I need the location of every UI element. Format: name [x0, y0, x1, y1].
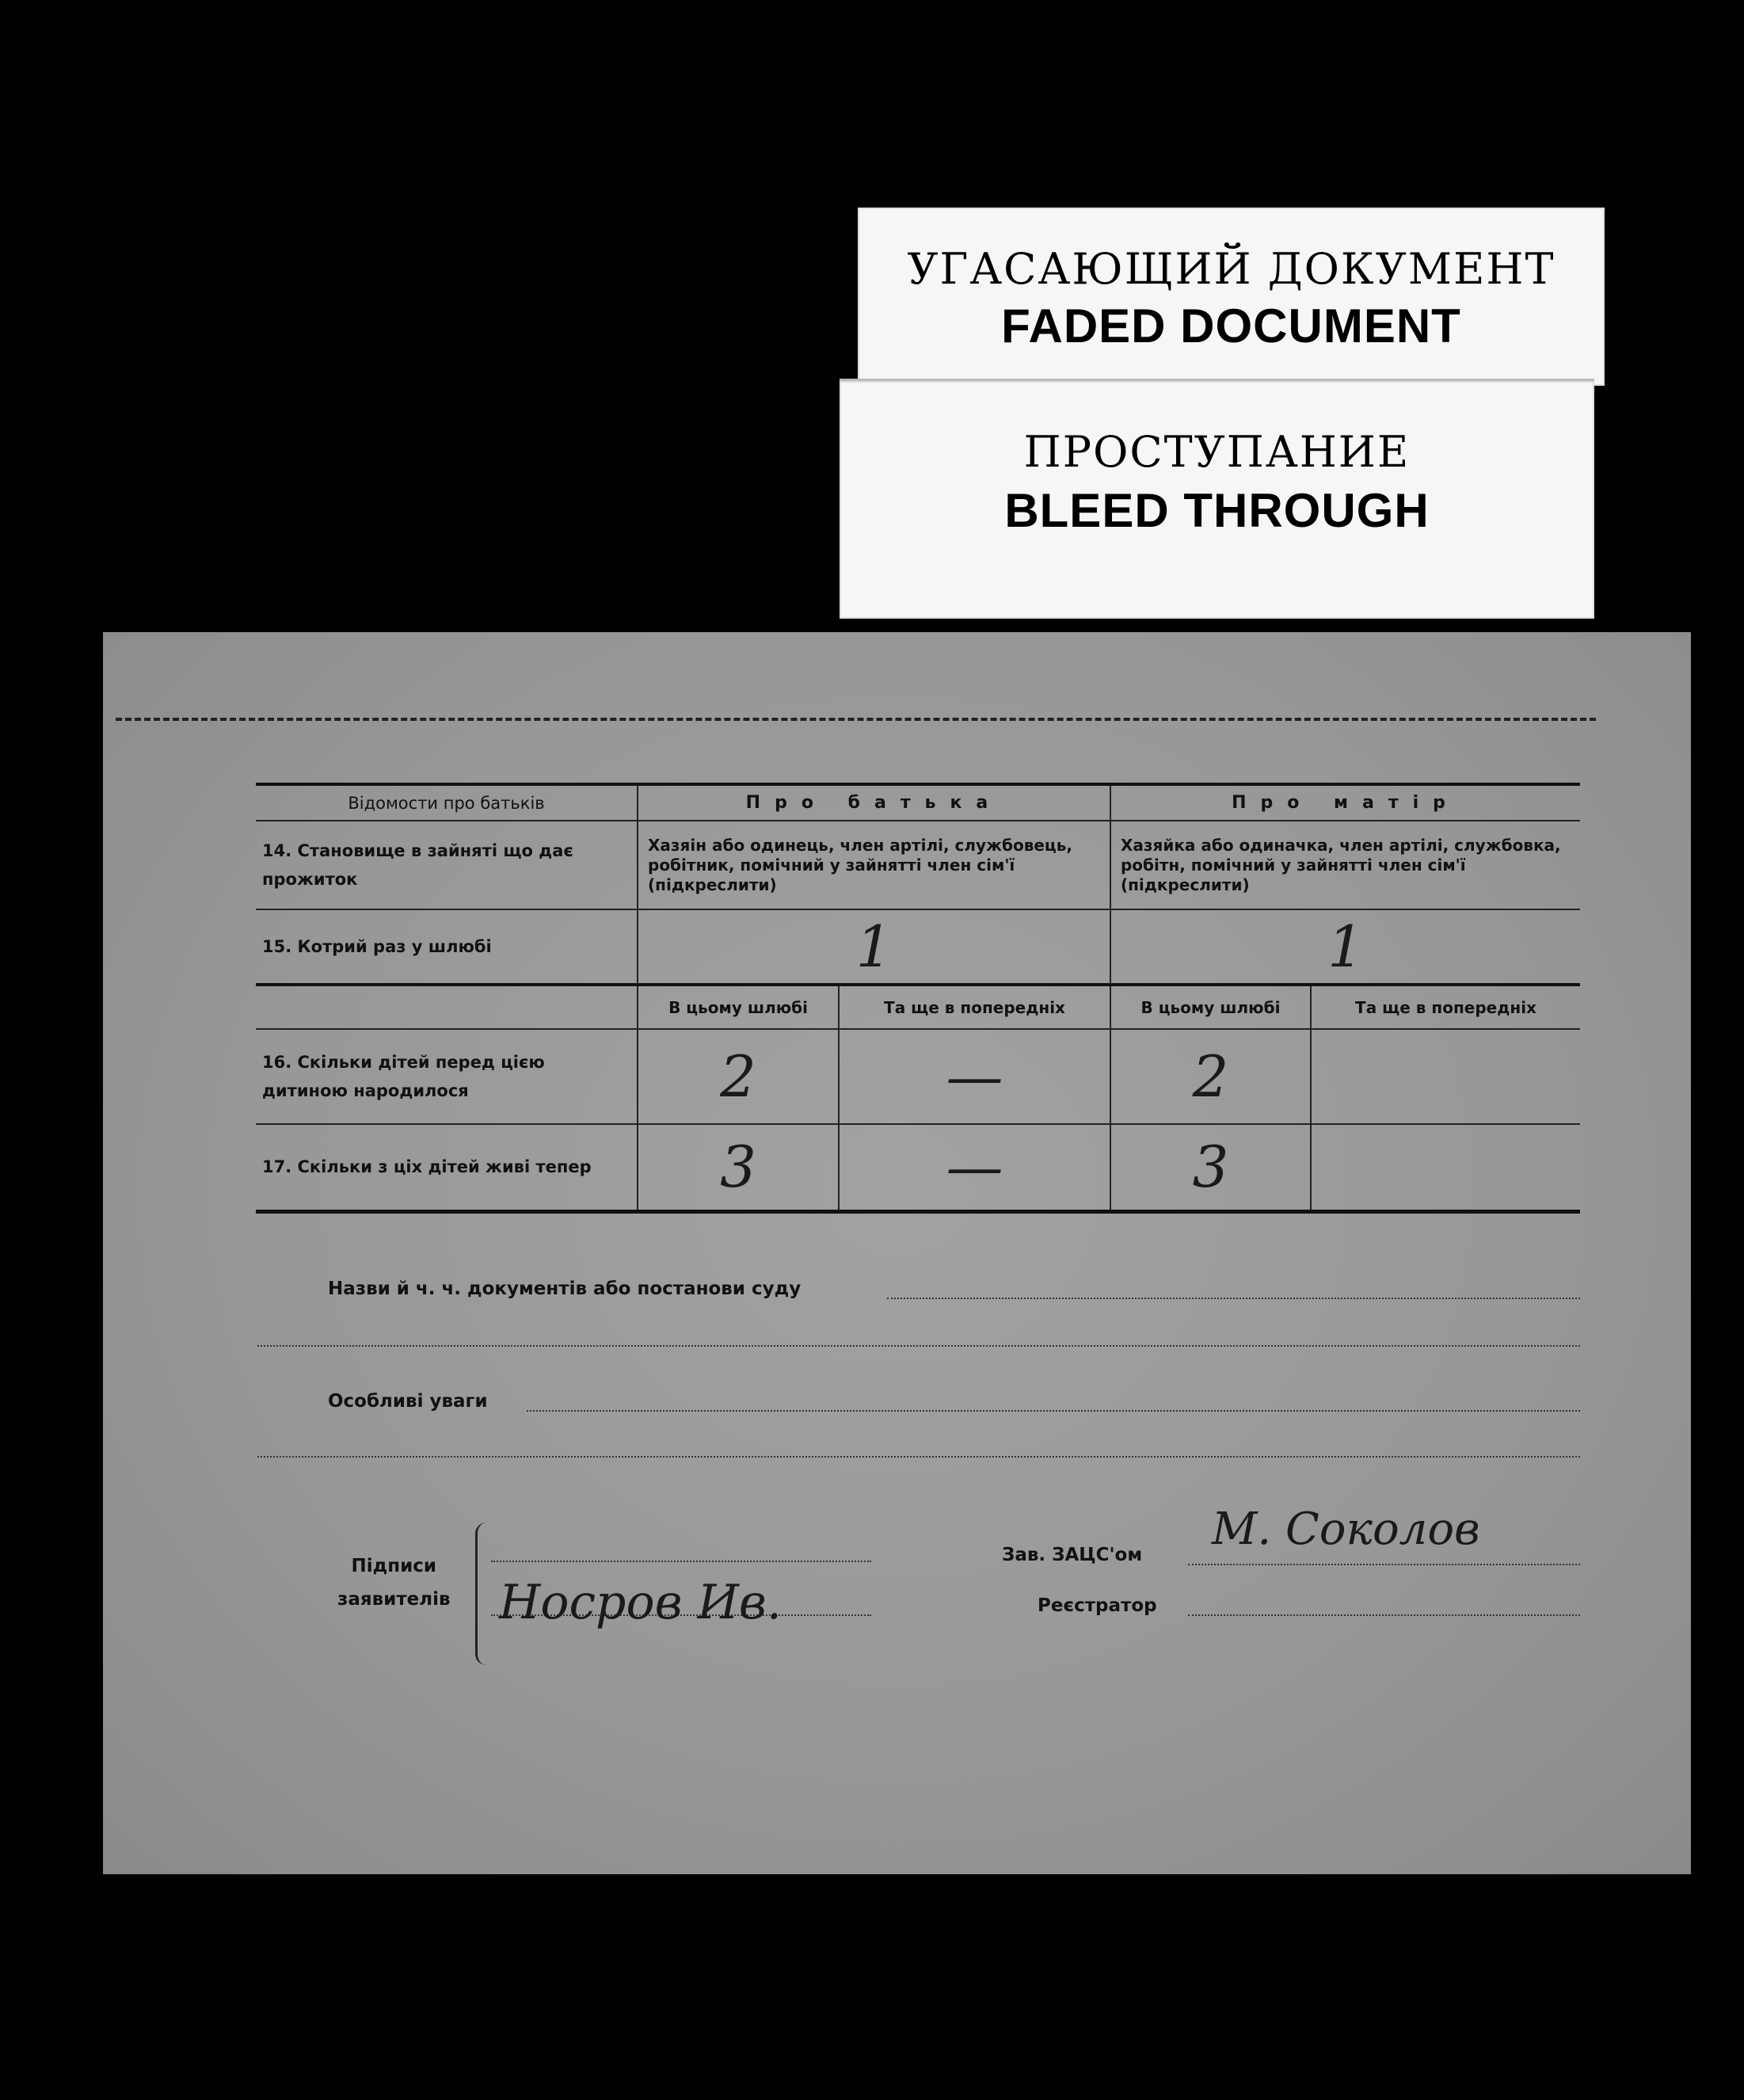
q15-mother-answer: 1: [1110, 909, 1580, 985]
signatures-label: [337, 1549, 451, 1616]
faded-label-russian: УГАСАЮЩИЙ ДОКУМЕНТ: [907, 244, 1556, 294]
q16-mother-this: 2: [1110, 1029, 1311, 1124]
signatures-label-line-2: заявителів: [337, 1589, 451, 1610]
signatures-brace: [475, 1523, 492, 1665]
faded-label-english: FADED DOCUMENT: [1001, 299, 1461, 353]
question-14: 14. Становище в зайняті що дає прожиток: [256, 821, 638, 909]
perforation-line: [116, 718, 1596, 721]
bleed-through-label: [840, 379, 1594, 619]
bleed-label-russian: ПРОСТУПАНИЕ: [1023, 427, 1411, 477]
q17-mother-prev: [1311, 1124, 1580, 1211]
signature-line-1: [491, 1561, 871, 1562]
header-parents-info: Відомости про батьків: [256, 784, 638, 821]
q16-father-prev: —: [839, 1029, 1110, 1124]
remarks-line-2: [257, 1456, 1580, 1458]
subheader-father-this: В цьому шлюбі: [638, 985, 839, 1029]
header-father: Про батька: [638, 784, 1110, 821]
q17-father-prev: —: [839, 1124, 1110, 1211]
documents-line-2: [257, 1345, 1580, 1347]
header-mother: Про матір: [1110, 784, 1580, 821]
applicant-signature: Носров Ив.: [499, 1575, 782, 1630]
q16-mother-prev: [1311, 1029, 1580, 1124]
subheader-mother-this: В цьому шлюбі: [1110, 985, 1311, 1029]
registrar-label: Реєстратор: [1038, 1595, 1157, 1616]
zags-head-signature: М. Соколов: [1212, 1504, 1480, 1555]
question-16: 16. Скільки дітей перед цією дитиною народилося: [256, 1029, 638, 1124]
q16-father-this: 2: [638, 1029, 839, 1124]
subheader-mother-prev: Та ще в попередніх: [1311, 985, 1580, 1029]
q14-father-answer: Хазяін або одинець, член артілі, службовець, робітник, помічний у зайнятті член сім'ї (підкреслити): [638, 821, 1110, 909]
documents-line: [887, 1298, 1580, 1299]
q15-father-answer: 1: [638, 909, 1110, 985]
remarks-label: Особливі уваги: [328, 1391, 488, 1412]
q17-mother-this: 3: [1110, 1124, 1311, 1211]
subheader-father-prev: Та ще в попередніх: [839, 985, 1110, 1029]
question-17: 17. Скільки з ціх дітей живі тепер: [256, 1124, 638, 1211]
bleed-label-english: BLEED THROUGH: [1004, 484, 1430, 537]
q14-mother-answer: Хазяйка або одиначка, член артілі, службовка, робітн, помічний у зайнятті член сім'ї (підкреслити): [1110, 821, 1580, 909]
registration-form: [103, 632, 1691, 1874]
subheader-blank: [256, 985, 638, 1029]
q17-father-this: 3: [638, 1124, 839, 1211]
zags-head-label: Зав. ЗАЦС'ом: [1002, 1545, 1143, 1565]
question-15: 15. Котрий раз у шлюбі: [256, 909, 638, 985]
remarks-line: [527, 1410, 1580, 1412]
registrar-line: [1188, 1614, 1580, 1616]
faded-document-label: [858, 208, 1605, 386]
parents-info-table: [256, 783, 1580, 1214]
documents-label: Назви й ч. ч. документів або постанови суду: [328, 1279, 802, 1299]
zags-head-line: [1188, 1564, 1580, 1565]
signatures-label-line-1: Підписи: [351, 1556, 436, 1576]
